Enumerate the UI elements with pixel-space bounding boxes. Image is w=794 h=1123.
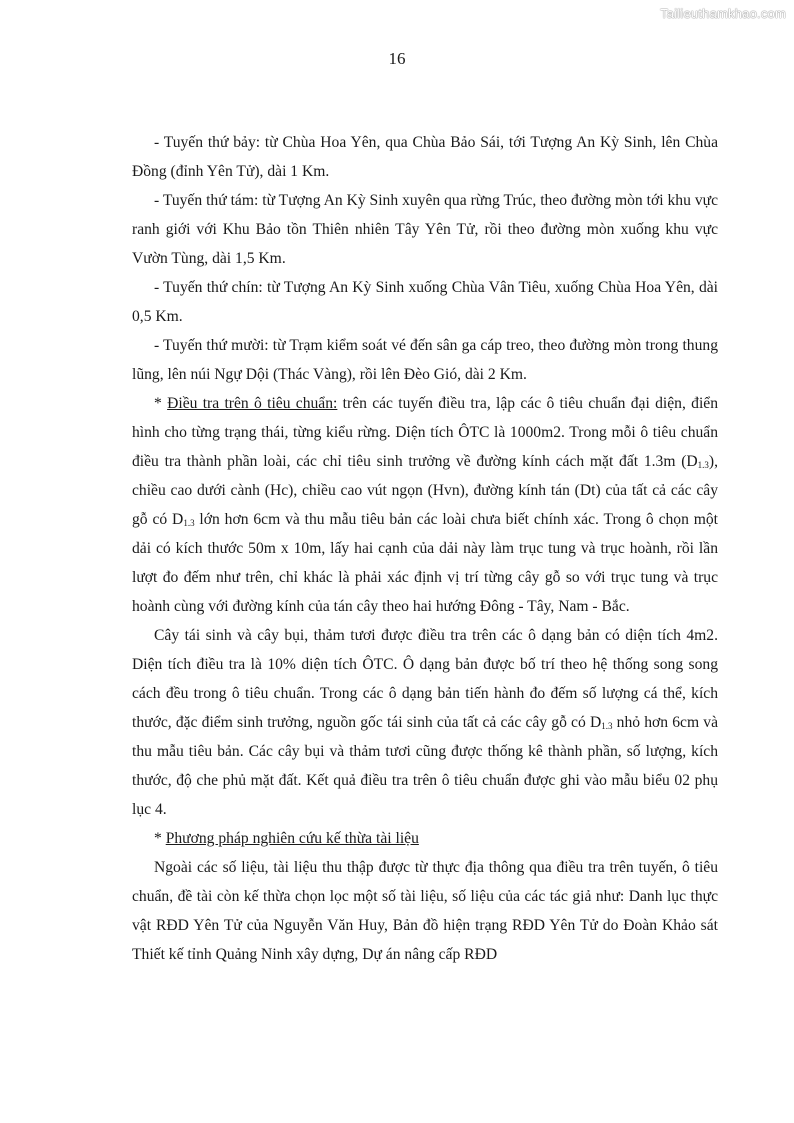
paragraph-inheritance: Ngoài các số liệu, tài liệu thu thập được từ thực địa thông qua điều tra trên tuyến, ô tiêu chuẩn, đề tài còn kế thừa chọn lọc một số tài liệu, số liệu của các tác giả như: Danh lục thực vật RĐD Yên Tử của Nguyễn Văn Huy, Bản đồ hiện trạng RĐD Yên Tử do Đoàn Khảo sát Thiết kế tỉnh Quảng Ninh xây dựng, Dự án nâng cấp RĐD [132,859,718,963]
text-run: trên các tuyến điều tra, lập các ô tiêu chuẩn đại diện, điển hình cho từng trạng thái, từng kiểu rừng. Diện tích ÔTC là 1000m2. Trong mỗi ô tiêu chuẩn điều tra thành phần loài, các chỉ tiêu sinh trưởng về đường kính cách mặt đất 1.3m (D [132,395,718,470]
section-heading-inheritance: Phương pháp nghiên cứu kế thừa tài liệu [165,830,419,847]
paragraph-regeneration [132,621,718,824]
paragraph-route-7: - Tuyến thứ bảy: từ Chùa Hoa Yên, qua Chùa Bảo Sái, tới Tượng An Kỳ Sinh, lên Chùa Đồng (đỉnh Yên Tử), dài 1 Km. [132,134,718,180]
page-number: 16 [388,49,406,68]
section-heading-sample-plot: Điều tra trên ô tiêu chuẩn: [167,395,338,412]
text-run: nhỏ hơn 6cm và thu mẫu tiêu bản. Các cây bụi và thảm tươi cũng được thống kê thành phần, số lượng, kích thước, độ che phủ mặt đất. Kết quả điều tra trên ô tiêu chuẩn được ghi vào mẫu biểu 02 phụ lục 4. [132,714,718,818]
paragraph-sample-plot [132,389,718,621]
paragraph-route-8: - Tuyến thứ tám: từ Tượng An Kỳ Sinh xuyên qua rừng Trúc, theo đường mòn tới khu vực ranh giới với Khu Bảo tồn Thiên nhiên Tây Yên Tử, rồi theo đường mòn xuống khu vực Vườn Tùng, dài 1,5 Km. [132,192,718,267]
subscript: 1.3 [601,721,613,731]
bullet-star: * [154,830,166,847]
paragraph-route-9: - Tuyến thứ chín: từ Tượng An Kỳ Sinh xuống Chùa Vân Tiêu, xuống Chùa Hoa Yên, dài 0,5 Km. [132,279,718,325]
bullet-star: * [154,395,168,412]
text-run: lớn hơn 6cm và thu mẫu tiêu bản các loài chưa biết chính xác. Trong ô chọn một dải có kích thước 50m x 10m, lấy hai cạnh của dải này làm trục tung và trục hoành, rồi lần lượt đo đếm như trên, chỉ khác là phải xác định vị trí từng cây gỗ so với trục tung và trục hoành cùng với đường kính của tán cây theo hai hướng Đông - Tây, Nam - Bắc. [132,511,719,615]
text-run: ), chiều cao dưới cành (Hc), chiều cao vút ngọn (Hvn), đường kính tán (Dt) của tất cả các cây gỗ có D [132,453,718,528]
paragraph-route-10: - Tuyến thứ mười: từ Trạm kiểm soát vé đến sân ga cáp treo, theo đường mòn trong thung lũng, lên núi Ngự Dội (Thác Vàng), rồi lên Đèo Gió, dài 2 Km. [132,337,718,383]
text-run: Cây tái sinh và cây bụi, thảm tươi được điều tra trên các ô dạng bản có diện tích 4m2. Diện tích điều tra là 10% diện tích ÔTC. Ô dạng bản được bố trí theo hệ thống song song cách đều trong ô tiêu chuẩn. Trong các ô dạng bản tiến hành đo đếm số lượng cá thể, kích thước, đặc điểm sinh trưởng, nguồn gốc tái sinh của tất cả các cây gỗ có D [132,627,718,731]
paragraph-method-heading [132,824,718,853]
subscript: 1.3 [183,518,195,528]
subscript: 1.3 [697,460,709,470]
watermark: Tailieuthamkhao.com [660,6,786,21]
document-body [132,128,718,969]
